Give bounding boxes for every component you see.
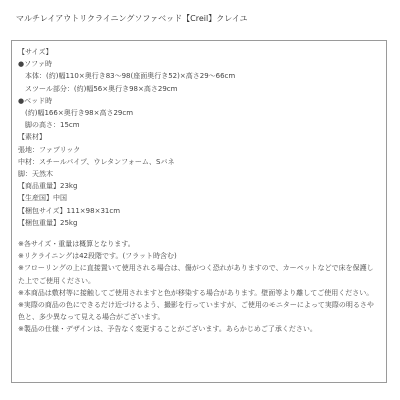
note-reclining: ※リクライニングは42段階です。(フラット時含む): [18, 252, 177, 261]
production-country: 【生産国】中国: [18, 194, 67, 203]
spec-box: [11, 40, 387, 383]
material-header: 【素材】: [18, 133, 46, 142]
size-header: 【サイズ】: [18, 48, 53, 56]
sofa-stool-size: スツール部分：(約)幅56×奥行き98×高さ29cm: [25, 84, 178, 93]
product-weight: 【商品重量】23kg: [18, 182, 78, 191]
note-spec-change: ※製品の仕様・デザインは、予告なく変更することがございます。あらかじめご了承ください。: [18, 325, 317, 334]
sofa-body-size: 本体：(約)幅110×奥行き83～98(座面奥行き52)×高さ29～66cm: [25, 72, 236, 81]
note-size-approx: ※各サイズ・重量は概算となります。: [18, 240, 135, 249]
bed-heading: ●ベッド時: [18, 96, 53, 105]
bed-size: (約)幅166×奥行き98×高さ29cm: [25, 109, 134, 118]
product-title: マルチレイアウトリクライニングソファベッド【Creil】クレイユ: [16, 14, 248, 23]
note-monitor-color: ※実際の商品の色にできるだけ近づけるよう、撮影を行っていますが、ご使用のモニターによって実際の明るさや色と、多少異なって見える場合がございます。: [18, 301, 374, 322]
package-weight: 【梱包重量】25kg: [18, 218, 78, 227]
leg-height: 脚の高さ：15cm: [25, 121, 80, 130]
material-fabric: 張地：ファブリック: [18, 145, 81, 154]
material-inner: 中材：スチールパイプ、ウレタンフォーム、Sバネ: [18, 157, 175, 166]
section-spacer: [18, 229, 386, 238]
sofa-heading: ●ソファ時: [18, 60, 52, 69]
material-legs: 脚：天然木: [18, 170, 53, 179]
package-size: 【梱包サイズ】111×98×31cm: [18, 206, 121, 215]
note-color-transfer: ※本商品は敷材等に接触してご使用されますと色が移染する場合があります。壁面等より離してご使用ください。: [18, 288, 374, 297]
note-flooring: ※フローリングの上に直接置いて使用される場合は、傷がつく恐れがありますので、カーペットなどで床を保護した上でご使用ください。: [18, 264, 374, 285]
